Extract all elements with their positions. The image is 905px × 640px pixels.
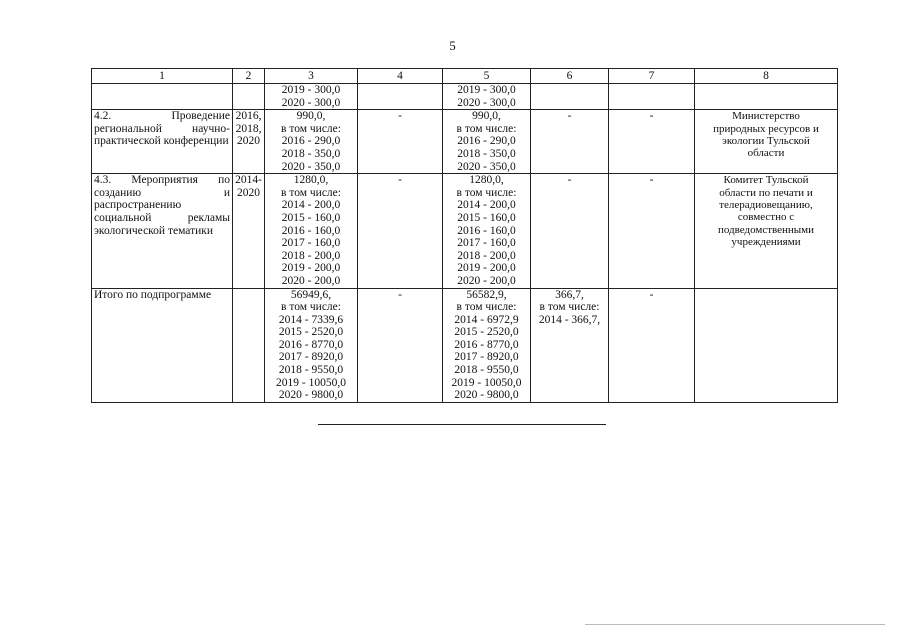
cell-text: 2020 - 200,0 <box>457 274 516 287</box>
cell-text: 2018 - 9550,0 <box>278 364 344 377</box>
cell-text: - <box>398 288 402 301</box>
cell-text: 2018, <box>235 122 262 135</box>
cell-text: в том числе: <box>456 122 517 135</box>
cell-text: области по печати и <box>719 186 813 199</box>
table-cell <box>358 110 443 174</box>
cell-text: 2019 - 300,0 <box>457 84 516 96</box>
table-cell <box>443 174 531 288</box>
table-cell <box>92 110 233 174</box>
table-cell <box>443 84 531 110</box>
cell-text: 2019 - 200,0 <box>281 262 341 275</box>
table-cell <box>443 288 531 402</box>
cell-text: 2018 - 200,0 <box>281 249 341 262</box>
cell-text: Комитет Тульской <box>723 174 809 187</box>
cell-text: 2017 - 160,0 <box>281 237 341 250</box>
cell-text: - <box>567 174 572 187</box>
cell-text: 2016 - 8770,0 <box>454 338 519 351</box>
cell-text: Итого по подпрограмме <box>94 288 212 301</box>
column-header: 6 <box>531 69 609 84</box>
cell-text: 2014 - 7339,6 <box>278 313 344 326</box>
cell-text: в том числе: <box>281 301 341 314</box>
cell-text: - <box>398 174 402 187</box>
cell-text: 2020 <box>237 135 260 148</box>
cell-text: в том числе: <box>456 301 517 314</box>
cell-text: экологии Тульской <box>722 135 810 147</box>
table-cell <box>92 84 233 110</box>
table-cell <box>531 174 609 288</box>
table-cell <box>358 84 443 110</box>
column-header: 7 <box>609 69 695 84</box>
table-cell <box>531 288 609 402</box>
table-cell <box>443 110 531 174</box>
cell-text: учреждениями <box>731 236 801 249</box>
cell-text: 2018 - 350,0 <box>281 147 341 160</box>
cell-text: природных ресурсов и <box>713 122 819 135</box>
cell-text: 2015 - 2520,0 <box>278 326 344 339</box>
cell-text: 2019 - 200,0 <box>457 262 516 275</box>
cell-text: 2019 - 300,0 <box>281 84 341 96</box>
table-cell <box>265 84 358 110</box>
cell-text: подведомственными <box>717 223 815 236</box>
column-header: 3 <box>265 69 358 84</box>
cell-text: телерадиовещанию, <box>719 198 813 211</box>
cell-text: 2020 - 300,0 <box>457 96 516 109</box>
cell-text: - <box>649 288 654 301</box>
cell-text: 2020 - 300,0 <box>281 96 341 109</box>
header-row <box>92 69 838 84</box>
column-header: 5 <box>443 69 531 84</box>
cell-text: 2020 - 9800,0 <box>454 389 519 402</box>
cell-text: 2020 - 200,0 <box>281 274 341 287</box>
cell-text: в том числе: <box>281 186 341 199</box>
column-header: 4 <box>358 69 443 84</box>
page-edge-line <box>585 624 885 625</box>
cell-text: 2016 - 290,0 <box>457 135 516 148</box>
column-header: 8 <box>695 69 838 84</box>
table-cell <box>233 110 265 174</box>
table-cell <box>609 288 695 402</box>
cell-text: 2019 - 10050,0 <box>451 376 522 389</box>
cell-text: - <box>567 110 572 123</box>
cell-text: 4.2. Проведение региональной научно-практической конференции <box>94 110 230 148</box>
table-cell <box>358 174 443 288</box>
cell-text: 56949,6, <box>290 288 332 301</box>
cell-text: 2016 - 8770,0 <box>278 338 344 351</box>
table-cell <box>92 288 233 402</box>
cell-text: 2016 - 160,0 <box>457 224 516 237</box>
table-cell <box>531 84 609 110</box>
cell-text: в том числе: <box>281 122 341 135</box>
table-cell <box>609 84 695 110</box>
column-header: 2 <box>233 69 265 84</box>
page-number: 5 <box>449 38 456 53</box>
table-cell <box>695 288 838 402</box>
table-cell <box>233 174 265 288</box>
cell-text: в том числе: <box>456 186 517 199</box>
cell-text: 2014 - 6972,9 <box>454 313 519 326</box>
cell-text: 56582,9, <box>466 288 507 301</box>
cell-text: в том числе: <box>539 301 600 314</box>
cell-text: 2015 - 160,0 <box>457 211 516 224</box>
end-of-document-rule <box>318 424 606 425</box>
cell-text: 2020 <box>237 186 260 199</box>
cell-text: 2018 - 350,0 <box>457 147 516 160</box>
cell-text: - <box>649 110 654 123</box>
table-cell <box>265 110 358 174</box>
cell-text: 4.3. Мероприятия по созданию и распространению социальной рекламы экологической тематики <box>94 174 230 237</box>
table-cell <box>265 288 358 402</box>
cell-text: 2014- <box>235 174 262 187</box>
cell-text: 366,7, <box>555 288 584 301</box>
column-header: 1 <box>92 69 233 84</box>
table-cell <box>233 288 265 402</box>
table-row <box>92 174 838 288</box>
cell-text: 990,0, <box>472 110 501 123</box>
cell-text: 2015 - 2520,0 <box>454 326 519 339</box>
cell-text: 2015 - 160,0 <box>281 211 341 224</box>
cell-text: области <box>747 147 785 160</box>
table-cell <box>265 174 358 288</box>
cell-text: совместно с <box>737 211 795 224</box>
table-row <box>92 84 838 110</box>
cell-text: 2018 - 9550,0 <box>454 364 519 377</box>
table-cell <box>695 84 838 110</box>
cell-text: - <box>649 174 654 187</box>
table-cell <box>358 288 443 402</box>
cell-text: 990,0, <box>296 110 326 123</box>
cell-text: 2017 - 160,0 <box>457 237 516 250</box>
cell-text: 2019 - 10050,0 <box>276 376 346 389</box>
table-cell <box>609 110 695 174</box>
cell-text: 1280,0, <box>469 174 504 187</box>
program-table <box>91 68 838 403</box>
table-row <box>92 288 838 402</box>
cell-text: 2014 - 200,0 <box>281 199 341 212</box>
cell-text: Министерство <box>732 110 800 123</box>
table-cell <box>695 174 838 288</box>
table-cell <box>233 84 265 110</box>
cell-text: 2016 - 290,0 <box>281 135 341 148</box>
cell-text: 2018 - 200,0 <box>457 249 516 262</box>
cell-text: 2016 - 160,0 <box>281 224 341 237</box>
cell-text: 2020 - 350,0 <box>281 160 341 173</box>
cell-text: 1280,0, <box>293 174 329 187</box>
table-cell <box>695 110 838 174</box>
cell-text: 2017 - 8920,0 <box>454 351 519 364</box>
table-cell <box>92 174 233 288</box>
table-cell <box>609 174 695 288</box>
cell-text: 2016, <box>235 110 262 123</box>
cell-text: 2020 - 9800,0 <box>278 389 344 402</box>
cell-text: 2014 - 366,7, <box>538 313 601 326</box>
table-cell <box>531 110 609 174</box>
table-row <box>92 110 838 174</box>
cell-text: 2017 - 8920,0 <box>278 351 344 364</box>
cell-text: 2020 - 350,0 <box>457 160 516 173</box>
cell-text: 2014 - 200,0 <box>457 199 516 212</box>
cell-text: - <box>398 110 402 123</box>
